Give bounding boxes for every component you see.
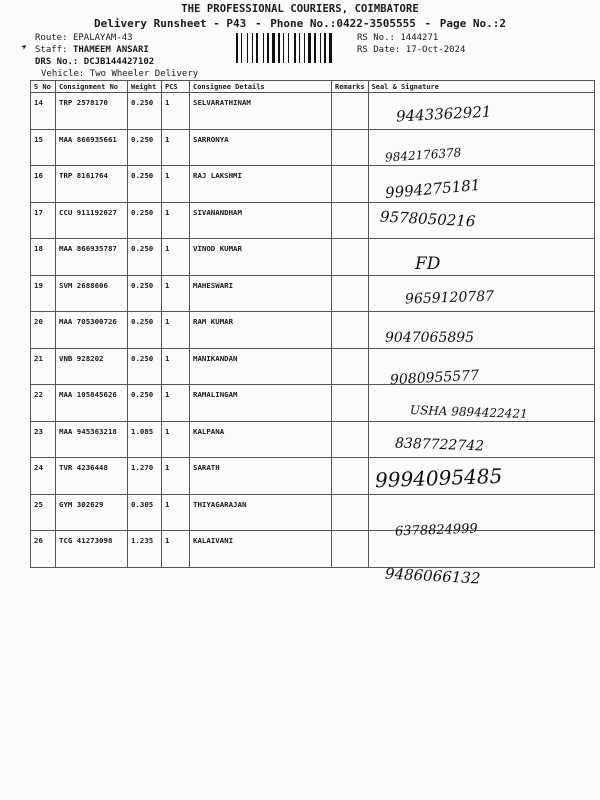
cell-weight: 0.250	[128, 239, 162, 276]
handwritten-signature: 8387722742	[394, 435, 485, 455]
cell-sno: 17	[31, 202, 56, 239]
table-row	[31, 129, 595, 166]
cell-pcs: 1	[162, 166, 190, 203]
table-row	[31, 494, 595, 531]
title-separator: -	[254, 17, 262, 30]
cell-weight: 0.250	[128, 348, 162, 385]
cell-remarks	[332, 275, 369, 312]
cell-consignment: SVM 2688606	[56, 275, 128, 312]
handwritten-signature: FD	[415, 254, 441, 274]
cell-consignment: MAA 705300726	[56, 312, 128, 349]
cell-consignee: KALPANA	[190, 421, 332, 458]
cell-sno: 22	[31, 385, 56, 422]
table-row	[31, 275, 595, 312]
handwritten-signature: 9443362921	[395, 102, 492, 126]
cell-sno: 23	[31, 421, 56, 458]
handwritten-signature: 9080955577	[389, 367, 480, 389]
table-row	[31, 93, 595, 130]
title-separator: -	[424, 17, 432, 30]
cell-consignment: TRP 8161764	[56, 166, 128, 203]
handwritten-signature: USHA 9894422421	[409, 402, 528, 422]
cell-pcs: 1	[162, 93, 190, 130]
staff-label: Staff:	[35, 45, 68, 55]
cell-weight: 1.235	[128, 531, 162, 568]
cell-consignment: TCG 41273098	[56, 531, 128, 568]
cell-weight: 0.305	[128, 494, 162, 531]
vehicle-label: Vehicle:	[41, 69, 85, 79]
cell-sno: 19	[31, 275, 56, 312]
cell-remarks	[332, 458, 369, 495]
cell-consignee: THIYAGARAJAN	[190, 494, 332, 531]
col-header-consignment: Consignment No	[56, 81, 128, 93]
handwritten-signature: 9659120787	[404, 288, 495, 308]
col-header-consignee: Consignee Details	[190, 81, 332, 93]
cell-consignee: SARRONYA	[190, 129, 332, 166]
cell-weight: 0.250	[128, 275, 162, 312]
cell-consignment: MAA 866935787	[56, 239, 128, 276]
cell-consignment: CCU 911192027	[56, 202, 128, 239]
cell-pcs: 1	[162, 494, 190, 531]
cell-remarks	[332, 348, 369, 385]
handwritten-signature: 6378824999	[394, 521, 478, 540]
cell-pcs: 1	[162, 458, 190, 495]
cell-remarks	[332, 93, 369, 130]
cell-remarks	[332, 385, 369, 422]
drs-line	[35, 57, 154, 67]
table-header-row	[31, 81, 595, 93]
route-label: Route:	[35, 33, 68, 43]
cell-pcs: 1	[162, 275, 190, 312]
cell-weight: 0.250	[128, 202, 162, 239]
cell-consignment: MAA 105845626	[56, 385, 128, 422]
cell-consignment: TVR 4236448	[56, 458, 128, 495]
table-row	[31, 166, 595, 203]
vehicle-value: Two Wheeler Delivery	[89, 69, 199, 79]
cell-sno: 14	[31, 93, 56, 130]
rs-no-value: 1444271	[400, 33, 439, 43]
table-row	[31, 421, 595, 458]
phone-number: Phone No.:0422-3505555	[270, 17, 416, 30]
cell-weight: 0.250	[128, 312, 162, 349]
cell-sno: 21	[31, 348, 56, 385]
cell-consignee: SIVANANDHAM	[190, 202, 332, 239]
cell-pcs: 1	[162, 531, 190, 568]
rs-no-line	[357, 33, 438, 43]
cell-consignment: TRP 2578170	[56, 93, 128, 130]
table-row	[31, 239, 595, 276]
runsheet-title	[0, 17, 600, 30]
cell-consignee: RAJ LAKSHMI	[190, 166, 332, 203]
cell-pcs: 1	[162, 202, 190, 239]
cell-weight: 1.270	[128, 458, 162, 495]
rs-date-label: RS Date:	[357, 45, 401, 55]
cell-sno: 20	[31, 312, 56, 349]
col-header-sno: S No	[31, 81, 56, 93]
rs-no-label: RS No.:	[357, 33, 395, 43]
cell-sno: 18	[31, 239, 56, 276]
table-row	[31, 458, 595, 495]
cell-weight: 0.250	[128, 129, 162, 166]
cell-pcs: 1	[162, 348, 190, 385]
cell-sno: 25	[31, 494, 56, 531]
cell-sno: 26	[31, 531, 56, 568]
cell-remarks	[332, 166, 369, 203]
barcode-image	[236, 33, 352, 63]
cell-remarks	[332, 494, 369, 531]
cell-weight: 0.250	[128, 385, 162, 422]
cell-remarks	[332, 421, 369, 458]
cell-consignee: RAMALINGAM	[190, 385, 332, 422]
handwritten-signature: 9486066132	[384, 564, 481, 588]
drs-label: DRS No.:	[35, 57, 79, 67]
cell-consignee: KALAIVANI	[190, 531, 332, 568]
staff-line	[35, 45, 149, 55]
cell-remarks	[332, 531, 369, 568]
cell-consignment: GYM 302629	[56, 494, 128, 531]
rs-date-line	[357, 45, 465, 55]
cell-consignment: VNB 928202	[56, 348, 128, 385]
cell-weight: 0.250	[128, 166, 162, 203]
cell-consignment: MAA 945363218	[56, 421, 128, 458]
runsheet-name: Delivery Runsheet - P43	[93, 17, 247, 30]
vehicle-line	[41, 69, 198, 79]
cell-sno: 24	[31, 458, 56, 495]
cell-signature	[368, 239, 594, 276]
table-row	[31, 348, 595, 385]
cell-consignee: SARATH	[190, 458, 332, 495]
cell-remarks	[332, 312, 369, 349]
col-header-remarks: Remarks	[332, 81, 369, 93]
cell-pcs: 1	[162, 312, 190, 349]
delivery-table	[30, 80, 595, 568]
cell-weight: 1.085	[128, 421, 162, 458]
drs-value: DCJB144427102	[83, 57, 155, 67]
cell-consignee: RAM KUMAR	[190, 312, 332, 349]
cell-remarks	[332, 202, 369, 239]
route-line	[35, 33, 133, 43]
cell-pcs: 1	[162, 129, 190, 166]
cell-consignee: MANIKANDAN	[190, 348, 332, 385]
col-header-weight: Weight	[128, 81, 162, 93]
cell-sno: 15	[31, 129, 56, 166]
arrow-mark-icon: ➤	[19, 41, 31, 54]
handwritten-signature: 9842176378	[384, 145, 462, 165]
cell-consignee: VINOD KUMAR	[190, 239, 332, 276]
cell-weight: 0.250	[128, 93, 162, 130]
table-row	[31, 312, 595, 349]
table-row	[31, 531, 595, 568]
cell-consignee: MAHESWARI	[190, 275, 332, 312]
cell-remarks	[332, 239, 369, 276]
cell-sno: 16	[31, 166, 56, 203]
cell-consignee: SELVARATHINAM	[190, 93, 332, 130]
cell-pcs: 1	[162, 385, 190, 422]
cell-consignment: MAA 866935661	[56, 129, 128, 166]
page-number: Page No.:2	[439, 17, 506, 30]
rs-date-value: 17-Oct-2024	[405, 45, 466, 55]
cell-remarks	[332, 129, 369, 166]
col-header-signature: Seal & Signature	[368, 81, 594, 93]
cell-pcs: 1	[162, 239, 190, 276]
route-value: EPALAYAM-43	[72, 33, 133, 43]
handwritten-signature: 9578050216	[379, 207, 476, 231]
handwritten-signature: 9994275181	[384, 175, 482, 203]
table-row	[31, 202, 595, 239]
cell-pcs: 1	[162, 421, 190, 458]
company-title: THE PROFESSIONAL COURIERS, COIMBATORE	[181, 3, 419, 15]
handwritten-signature: 9047065895	[385, 330, 475, 346]
staff-value: THAMEEM ANSARI	[72, 45, 149, 55]
col-header-pcs: PCS	[162, 81, 190, 93]
handwritten-signature: 9994095485	[374, 463, 503, 493]
